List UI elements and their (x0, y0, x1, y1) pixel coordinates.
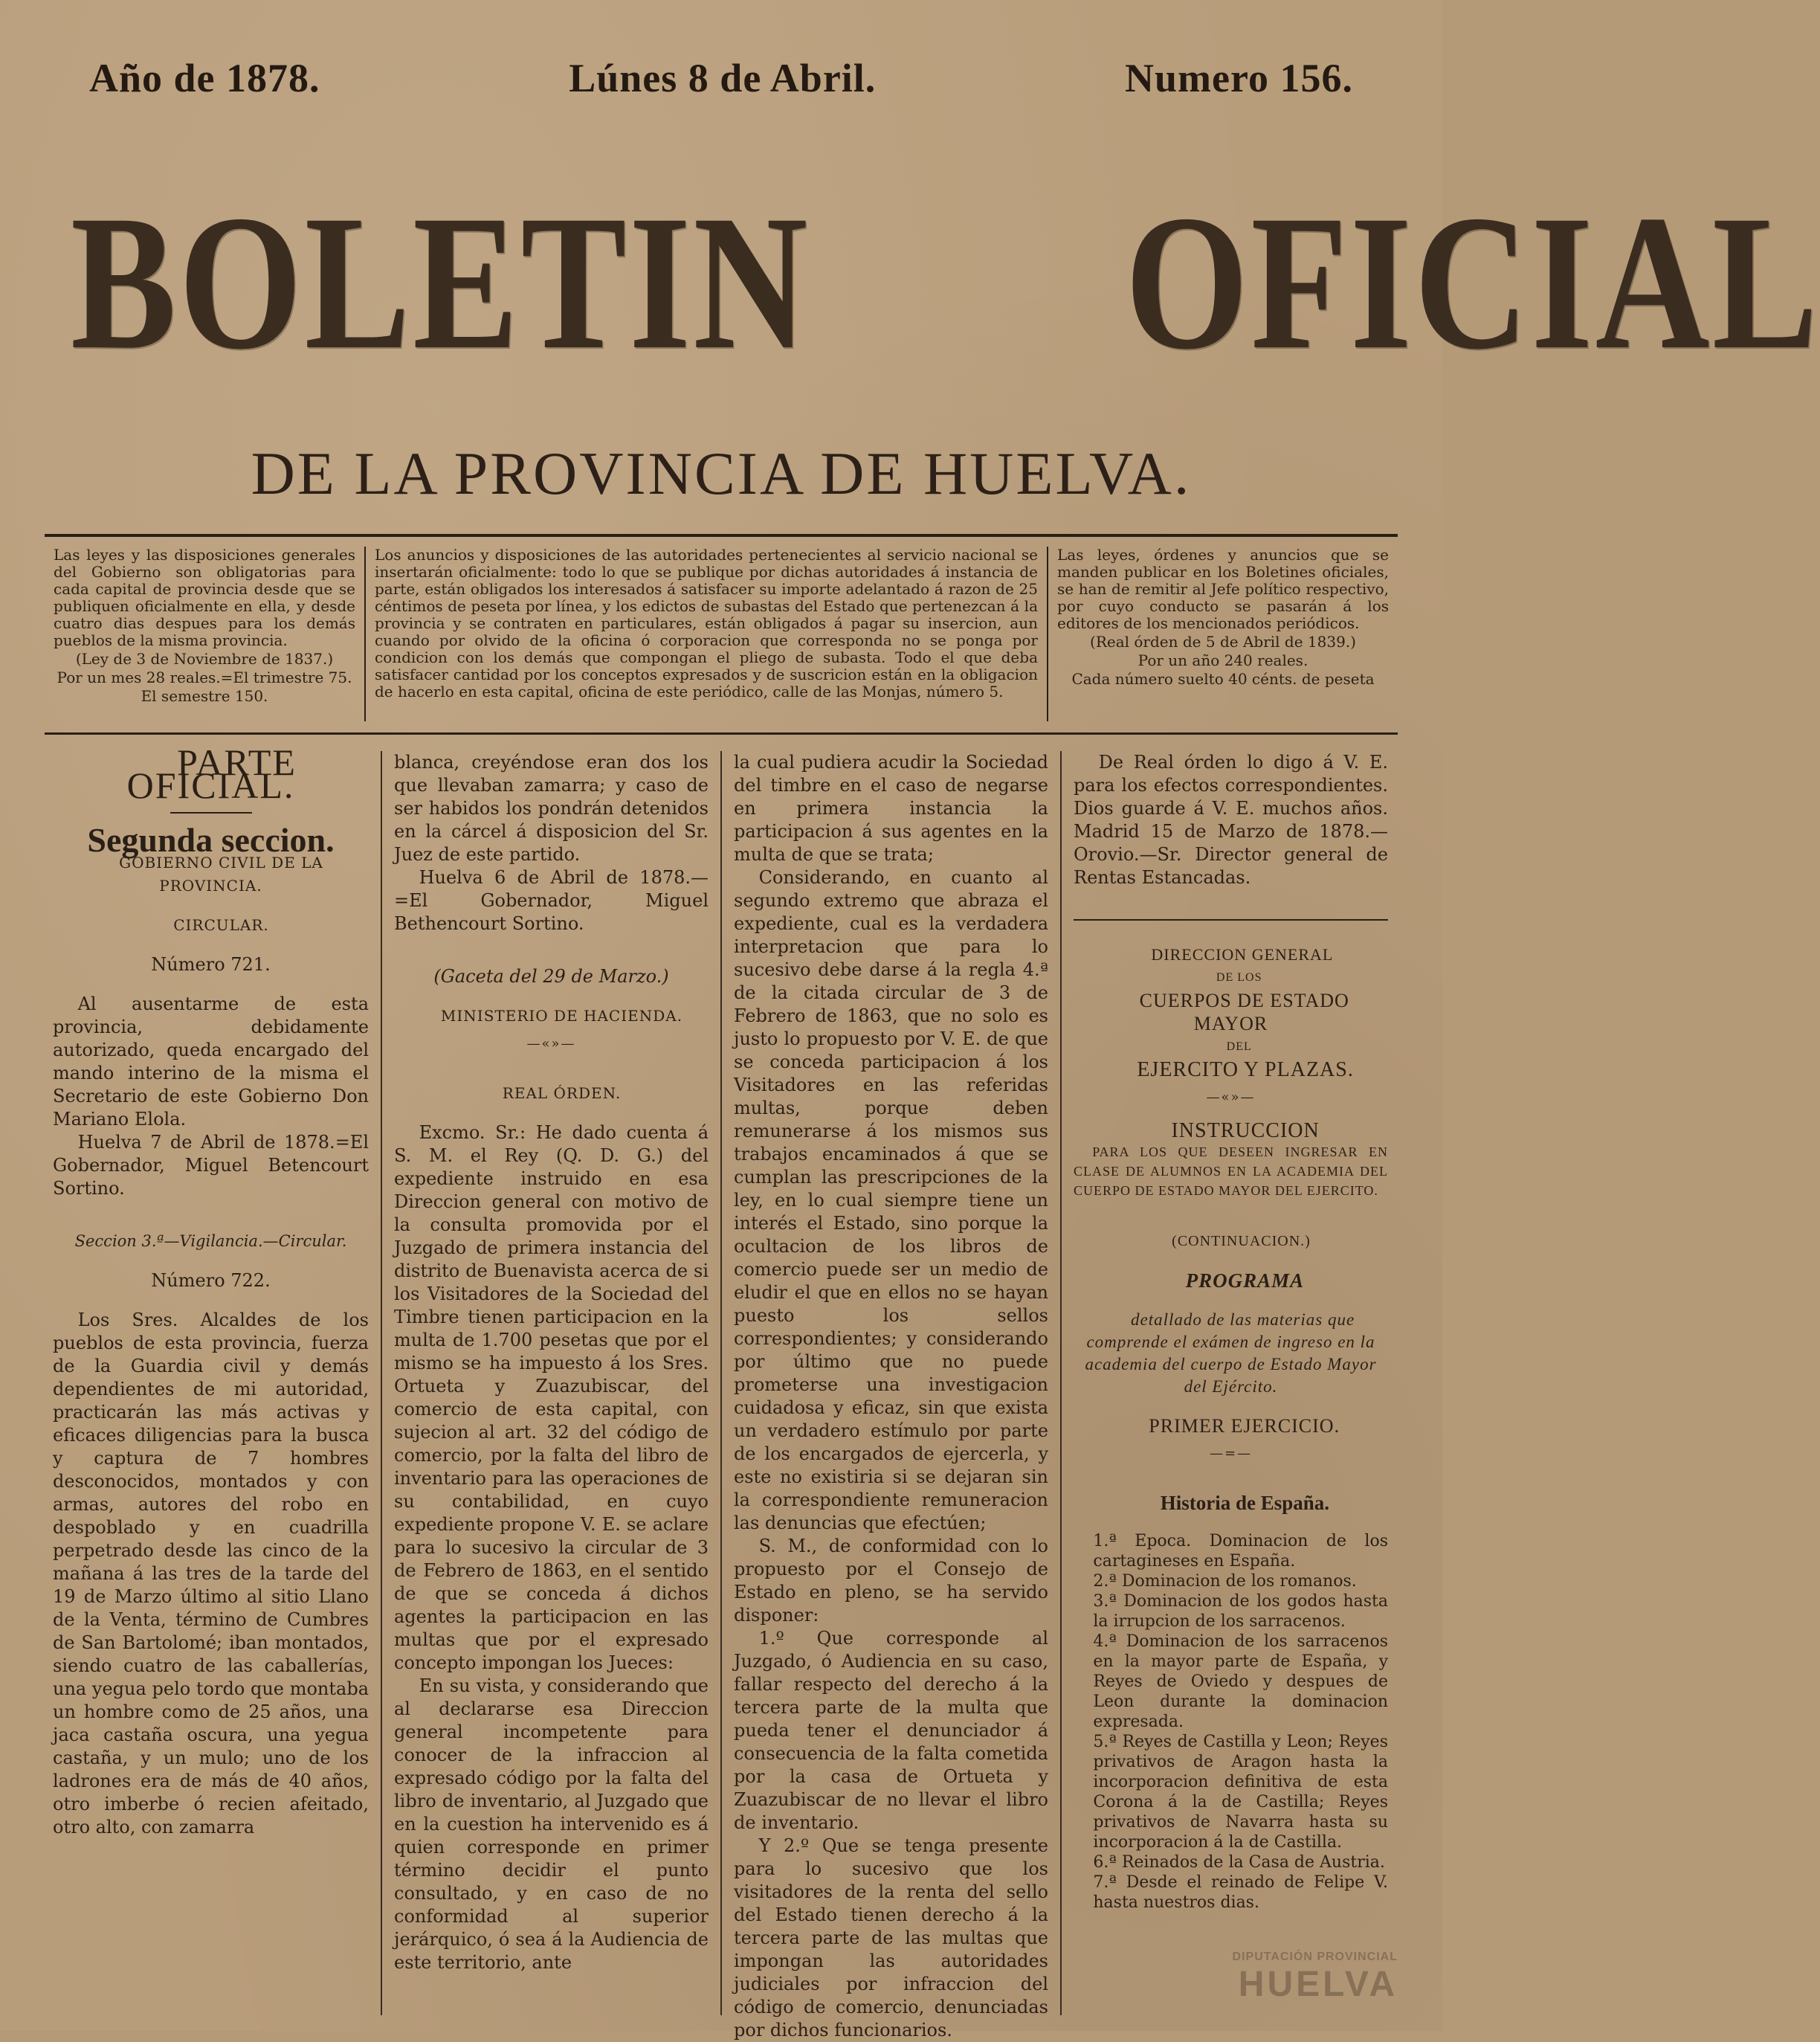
col4-rule (1074, 919, 1388, 921)
instruccion-text: PARA LOS QUE DESEEN INGRESAR EN CLASE DE ALUMNOS EN LA ACADEMIA DEL CUERPO DE ESTADO MAYOR DEL EJERCITO. (1074, 1144, 1388, 1198)
masthead (71, 167, 1820, 398)
primer-ejercicio-heading: PRIMER EJERCICIO. (1149, 1415, 1340, 1437)
watermark-line-1: DIPUTACIÓN PROVINCIAL (1232, 1951, 1398, 1963)
notice-left-text: Las leyes y las disposiciones generales del Gobierno son obligatorias para cada capital de provincia desde que se publiquen oficialmente en ella, y desde cuatro dias despues para los demás pueblos de la misma provincia. (54, 546, 355, 649)
ornament: —«»— (526, 1036, 576, 1051)
programa-heading: PROGRAMA (1185, 1269, 1305, 1292)
list-item: 1.ª Epoca. Dominacion de los cartagineses en España. (1093, 1532, 1388, 1571)
divider-columns (45, 732, 1398, 735)
col2-signature: Huelva 6 de Abril de 1878.—=El Gobernador, Miguel Bethencourt Sortino. (394, 867, 709, 934)
real-orden-text: Excmo. Sr.: He dado cuenta á S. M. el Rey (Q. D. G.) del expediente instruido en esa Direccion general con motivo de la consulta promovida por el Juzgado de primera instancia del distrito de Buenavista acerca de si los Visitadores de la Sociedad del Timbre tienen participacion en la multa de 1.700 pesetas que por el mismo se ha impuesto á los Sres. Ortueta y Zuazubiscar, del comercio de esta capital, con sujecion al art. 32 del código de comercio, por la falta del libro de inventario para las operaciones de su contabilidad, en cuyo expediente propone V. E. se aclare para lo sucesivo la circular de 3 de Febrero de 1863, en el sentido de que se conceda á dichos agentes la participacion en las multas que por el expresado concepto impongan los Jueces: (394, 1122, 709, 1673)
gobierno-heading: GOBIERNO CIVIL DE LA PROVINCIA. (119, 854, 323, 895)
col3-continuation: la cual pudiera acudir la Sociedad del timbre en el caso de negarse en primera instancia la participacion á sus agentes en la multa de que se trata; (734, 752, 1048, 865)
issue-header (89, 52, 1353, 104)
column-2 (381, 751, 720, 2015)
list-item: 3.ª Dominacion de los godos hasta la irrupcion de los sarracenos. (1093, 1592, 1388, 1631)
real-orden-heading: REAL ÓRDEN. (502, 1084, 622, 1102)
direccion-line-1: DIRECCION GENERAL (1151, 945, 1334, 964)
programa-text: detallado de las materias que comprende el exámen de ingreso en la academia del cuerpo de Estado Mayor del Ejército. (1085, 1310, 1377, 1396)
gaceta-reference: (Gaceta del 29 de Marzo.) (433, 966, 669, 987)
notice-middle (364, 547, 1048, 721)
list-item: 4.ª Dominacion de los sarracenos en la mayor parte de España, y Reyes de Oviedo y despues de Leon durante la dominacion expresada. (1093, 1632, 1388, 1731)
col3-point-2: Y 2.º Que se tenga presente para lo sucesivo que los visitadores de la renta del sello del Estado tienen derecho á la tercera parte de las multas que impongan las autoridades judiciales por infraccion del código de comercio, denunciadas por dichos funcionarios. (734, 1835, 1048, 2041)
ornament: —=— (1209, 1446, 1253, 1461)
masthead-left-word: BOLETIN (71, 175, 810, 390)
masthead-right-word: OFICIAL (1125, 175, 1820, 390)
circular-722-text: Los Sres. Alcaldes de los pueblos de esta provincia, fuerza de la Guardia civil y demás dependientes de mi autoridad, practicarán las más activas y eficaces diligencias para la busca y captura de 7 hombres desconocidos, montados y con armas, autores del robo en despoblado y en cuadrilla perpetrado desde las cinco de la mañana á las tres de la tarde del 19 de Marzo último al sitio Llano de la Venta, término de Cumbres de San Bartolomé; iban montados, siendo cuatro de las caballerías, una yegua pelo tordo que montaba un hombre como de 25 años, una jaca castaña oscura, una yegua castaña, y un mulo; uno de los ladrones era de más de 40 años, otro imberbe ó recien afeitado, otro alto, con zamarra (53, 1310, 369, 1838)
seccion-3-heading: Seccion 3.ª—Vigilancia.—Circular. (74, 1232, 347, 1250)
numero-721: Número 721. (151, 954, 271, 975)
notice-right (1048, 547, 1398, 721)
issue-number: Numero 156. (1125, 56, 1353, 100)
notice-right-order: (Real órden de 5 de Abril de 1839.) (1090, 633, 1356, 651)
issue-year: Año de 1878. (89, 56, 320, 100)
list-item: 7.ª Desde el reinado de Felipe V. hasta nuestros dias. (1093, 1873, 1388, 1912)
col3-considering: Considerando, en cuanto al segundo extremo que abraza el expediente, cual es la verdadera interpretacion que para lo sucesivo debe darse á la regla 4.ª de la citada circular de 3 de Febrero de 1863, que no solo es justo lo propuesto por V. E. de que se conceda participacion á los Visitadores en las referidas multas, porque deben remunerarse á los mismos sus trabajos encaminados á que se cumplan las prescripciones de la ley, en lo cual siempre tiene un interés el Estado, sino porque la ocultacion de los libros de comercio puede ser un medio de eludir el que en ellos no se hayan puesto los sellos correspondientes; y considerando por último que no puede prometerse una investigacion cuidadosa y eficaz, sin que exista un verdadero estímulo por parte de los encargados de ejercerla, y este no existiria si se dejaran sin la correspondiente remuneracion las denuncias que efectúen; (734, 867, 1048, 1533)
circular-721-text: Al ausentarme de esta provincia, debidamente autorizado, queda encargado del mando interino de la misma el Secretario de este Gobierno Don Mariano Elola. (53, 993, 369, 1130)
circular-721-signature: Huelva 7 de Abril de 1878.=El Gobernador, Miguel Betencourt Sortino. (53, 1132, 369, 1199)
notice-middle-text: Los anuncios y disposiciones de las autoridades pertenecientes al servicio nacional se insertarán oficialmente: todo lo que se publique por dichas autoridades á instancia de parte, están obligados los interesados á satisfacer su importe adelantado á razon de 25 céntimos de peseta por línea, y los edictos de subastas del Estado que pertenezcan á la provincia y se contraten en particulares, están obligados á pagar su insercion, aun cuando por olvido de la oficina ó corporacion que corresponda no se ponga por condicion con los demás que compongan el pliego de subasta. Todo el que deba satisfacer cantidad por los conceptos expresados y de suscricion están en la obligacion de hacerlo en esta capital, oficina de este periódico, calle de las Monjas, número 5. (375, 546, 1038, 700)
ministerio-heading: MINISTERIO DE HACIENDA. (440, 1007, 683, 1025)
masthead-subtitle: DE LA PROVINCIA DE HUELVA. (251, 439, 1192, 507)
direccion-line-2: DE LOS (1216, 971, 1262, 984)
seccion-heading: Segunda seccion. (87, 821, 335, 859)
col2-continuation: blanca, creyéndose eran dos los que llevaban zamarra; y caso de ser habidos los pondrán detenidos en la cárcel á disposicion del Sr. Juez de este partido. (394, 752, 709, 865)
issue-date: Lúnes 8 de Abril. (569, 56, 877, 100)
col3-point-1: 1.º Que corresponde al Juzgado, ó Audiencia en su caso, fallar respecto del derecho á la tercera parte de la multa que pueda tener el denunciador á consecuencia de la falta cometida por la casa de Ortueta y Zuazubiscar de no llevar el libro de inventario. (734, 1628, 1048, 1833)
list-item: 6.ª Reinados de la Casa de Austria. (1093, 1853, 1385, 1872)
historia-list (1074, 1531, 1388, 1913)
article-columns (41, 741, 1401, 2041)
notice-right-single: Cada número suelto 40 cénts. de peseta (1071, 670, 1375, 688)
column-3 (720, 751, 1060, 2041)
notice-right-text: Las leyes, órdenes y anuncios que se manden publicar en los Boletines oficiales, se han de remitir al Jefe político respectivo, por cuyo conducto se pasarán á los editores de los mencionados periódicos. (1057, 546, 1389, 632)
archive-watermark (1204, 1951, 1398, 2010)
col3-disposition: S. M., de conformidad con lo propuesto por el Consejo de Estado en pleno, se ha servido disponer: (734, 1536, 1048, 1626)
continuacion-label: (CONTINUACION.) (1172, 1233, 1311, 1249)
heading-rule (170, 812, 252, 814)
numero-722: Número 722. (151, 1270, 271, 1291)
direccion-line-4: DEL (1226, 1040, 1252, 1053)
watermark-line-2: HUELVA (1238, 1965, 1398, 2004)
column-4 (1060, 751, 1400, 2015)
notice-left-law: (Ley de 3 de Noviembre de 1837.) (75, 650, 334, 668)
list-item: 2.ª Dominacion de los romanos. (1093, 1572, 1357, 1591)
instruccion-heading: INSTRUCCION (1171, 1119, 1320, 1142)
column-1 (41, 741, 381, 2015)
circular-heading: CIRCULAR. (173, 916, 269, 934)
notice-left (45, 547, 364, 721)
notice-row (45, 547, 1398, 721)
parte-oficial-heading: PARTE OFICIAL. (126, 741, 297, 806)
direccion-line-5: EJERCITO Y PLAZAS. (1137, 1058, 1354, 1081)
col4-closing: De Real órden lo digo á V. E. para los efectos correspondientes. Dios guarde á V. E. muchos años. Madrid 15 de Marzo de 1878.—Orovio.—Sr. Director general de Rentas Estancadas. (1074, 752, 1388, 888)
real-orden-considering: En su vista, y considerando que al declararse esa Direccion general incompetente para conocer de la infraccion al expresado código por la falta del libro de inventario, al Juzgado que en la cuestion ha intervenido es á quien corresponde en primer término decidir el punto consultado, y en caso de no conformidad al superior jerárquico, ó sea á la Audiencia de este territorio, ante (394, 1675, 709, 1973)
historia-heading: Historia de España. (1160, 1492, 1330, 1514)
notice-left-price: Por un mes 28 reales.=El trimestre 75. (57, 669, 352, 686)
notice-right-price: Por un año 240 reales. (1138, 651, 1308, 669)
direccion-line-3: CUERPOS DE ESTADO MAYOR (1139, 990, 1349, 1034)
notice-left-semester: El semestre 150. (141, 687, 268, 705)
ornament: —«»— (1206, 1089, 1256, 1105)
divider-top (45, 534, 1398, 537)
list-item: 5.ª Reyes de Castilla y Leon; Reyes privativos de Aragon hasta la incorporacion definitiva de esta Corona á la de Castilla; Reyes privativos de Navarra hasta su incorporacion á la de Castilla. (1093, 1733, 1388, 1852)
